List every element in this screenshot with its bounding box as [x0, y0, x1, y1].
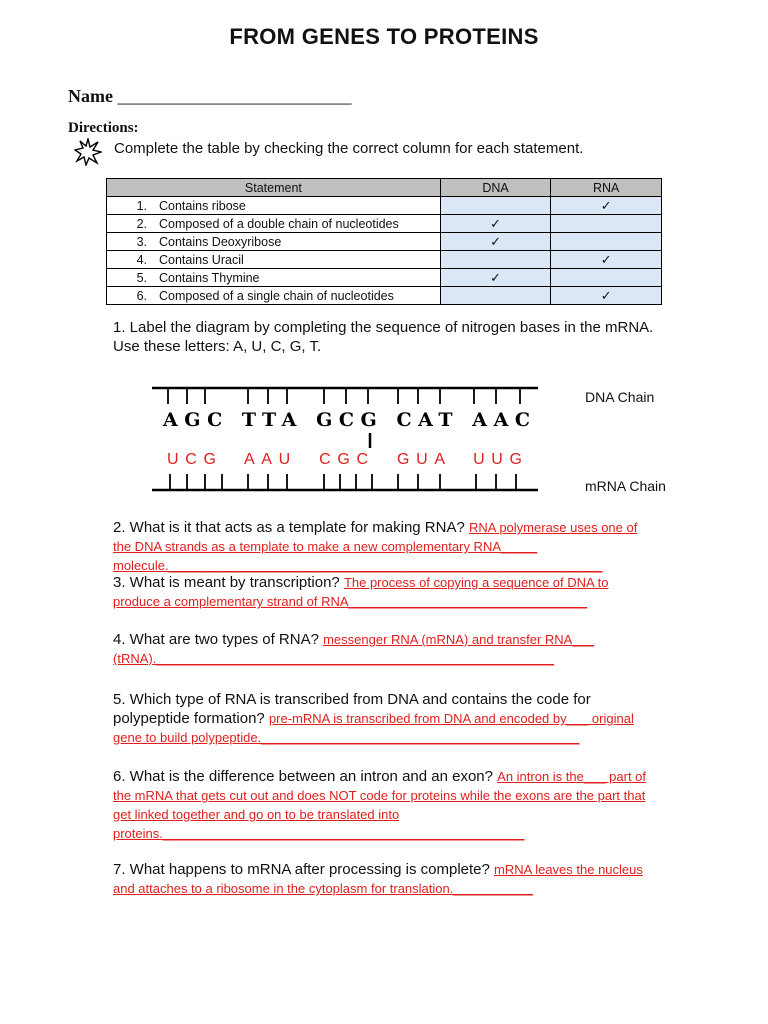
question-text: 5. Which type of RNA is transcribed from DNA and contains the code for polypeptide formation?: [113, 691, 591, 727]
answer-text: RNA polymerase uses one of the DNA strands as a template to make a new complementary RNA_____ molecule.____________________________________________________________: [113, 520, 638, 573]
answer-text: messenger RNA (mRNA) and transfer RNA___ (tRNA)._______________________________________________________: [113, 632, 595, 666]
row-statement: Contains Deoxyribose: [159, 234, 282, 249]
name-blank: __________________________: [117, 86, 352, 106]
table-row: [107, 215, 662, 233]
answer-text: mRNA leaves the nucleus and attaches to a ribosome in the cytoplasm for translation.___________: [113, 862, 643, 896]
question-1: 1. Label the diagram by completing the sequence of nitrogen bases in the mRNA. Use these letters: A, U, C, G, T.: [113, 319, 654, 355]
row-number: 4.: [136, 252, 147, 267]
table-row: [107, 233, 662, 251]
dna-check-cell[interactable]: ✓: [440, 233, 551, 251]
dna-check-cell[interactable]: ✓: [440, 215, 551, 233]
directions-label: Directions:: [68, 120, 139, 136]
dna-ticks: [168, 388, 520, 404]
dna-check-cell[interactable]: ✓: [440, 269, 551, 287]
dna-mrna-diagram: [150, 380, 550, 500]
question-5: [113, 690, 658, 747]
question-3: [113, 573, 658, 611]
mrna-sequence: UCG AAU CGC GUA UUG: [167, 451, 522, 468]
question-text: 7. What happens to mRNA after processing is complete?: [113, 861, 490, 878]
dna-check-cell[interactable]: [440, 197, 551, 215]
rna-check-cell[interactable]: ✓: [551, 251, 662, 269]
table-row: [107, 251, 662, 269]
row-number: 6.: [136, 288, 147, 303]
header-rna: RNA: [551, 179, 662, 197]
row-number: 3.: [136, 234, 147, 249]
dna-sequence: AGC TTA GCG CAT AAC: [163, 409, 530, 431]
question-text: 4. What are two types of RNA?: [113, 631, 319, 648]
dna-check-cell[interactable]: [440, 251, 551, 269]
row-number: 2.: [136, 216, 147, 231]
table-row: [107, 197, 662, 215]
row-statement: Contains Uracil: [159, 252, 244, 267]
question-text: 2. What is it that acts as a template for making RNA?: [113, 519, 465, 536]
row-statement: Composed of a double chain of nucleotides: [159, 216, 399, 231]
rna-check-cell[interactable]: [551, 269, 662, 287]
dna-check-cell[interactable]: [440, 287, 551, 305]
dna-chain-label: DNA Chain: [585, 389, 655, 405]
question-6: [113, 767, 658, 843]
answer-text: The process of copying a sequence of DNA to produce a complementary strand of RNA_________________________________: [113, 575, 609, 609]
question-text: 6. What is the difference between an intron and an exon?: [113, 768, 493, 785]
question-text: 3. What is meant by transcription?: [113, 574, 340, 591]
question-2: [113, 518, 658, 575]
rna-check-cell[interactable]: ✓: [551, 197, 662, 215]
mrna-chain-label: mRNA Chain: [585, 478, 666, 494]
answer-text: pre-mRNA is transcribed from DNA and encoded by___ original gene to build polypeptide.____________________________________________: [113, 711, 634, 745]
name-label: Name: [68, 86, 113, 106]
table-row: [107, 269, 662, 287]
rna-check-cell[interactable]: [551, 233, 662, 251]
question-7: [113, 860, 658, 898]
row-statement: Contains ribose: [159, 198, 246, 213]
row-statement: Composed of a single chain of nucleotides: [159, 288, 394, 303]
header-dna: DNA: [440, 179, 551, 197]
page-title: FROM GENES TO PROTEINS: [229, 24, 539, 49]
answer-text: An intron is the___ part of the mRNA that gets cut out and does NOT code for proteins while the exons are the part that get linked together and go on to be translated into proteins.__________________________________________________: [113, 769, 647, 841]
table-row: [107, 287, 662, 305]
mrna-ticks: [170, 474, 516, 490]
row-number: 1.: [136, 198, 147, 213]
row-number: 5.: [136, 270, 147, 285]
name-row: [68, 86, 351, 107]
header-statement: Statement: [107, 179, 441, 197]
row-statement: Contains Thymine: [159, 270, 260, 285]
question-4: [113, 630, 658, 668]
rna-check-cell[interactable]: [551, 215, 662, 233]
directions-text: Complete the table by checking the correct column for each statement.: [114, 140, 584, 157]
starburst-icon: [74, 138, 102, 166]
rna-check-cell[interactable]: ✓: [551, 287, 662, 305]
statement-table: [106, 178, 662, 305]
